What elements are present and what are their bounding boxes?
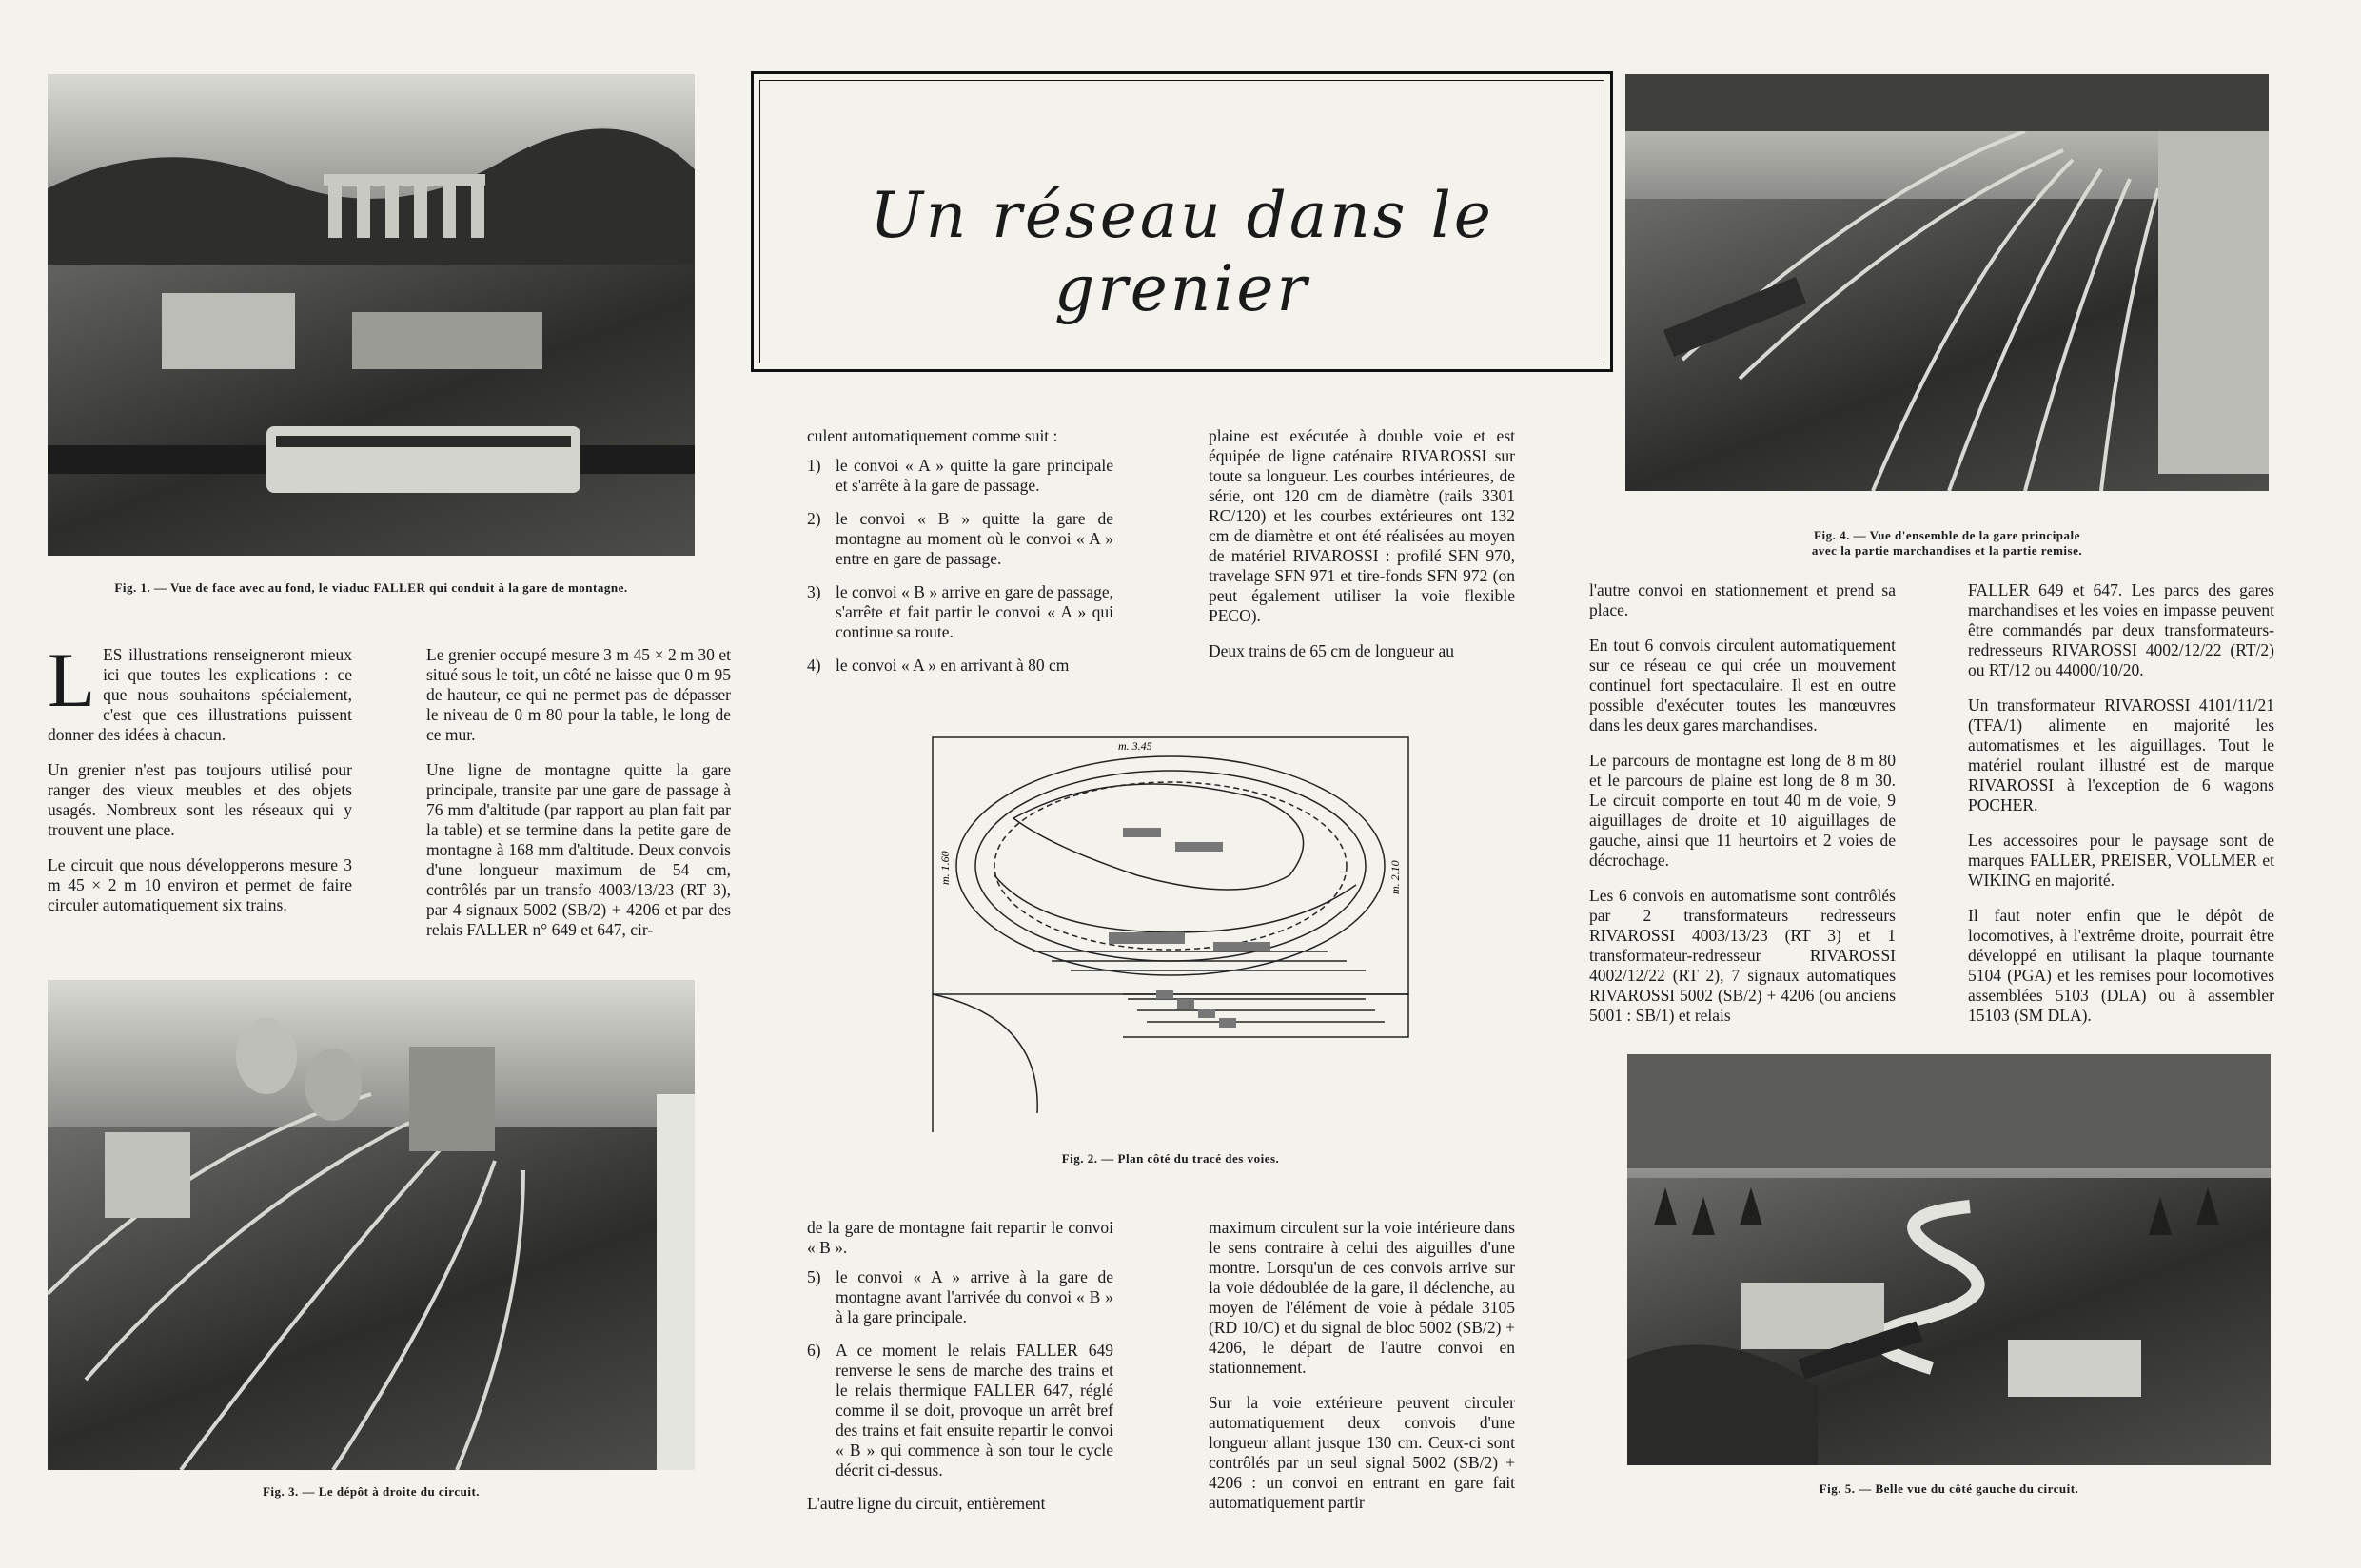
col1-paragraph-2: Un grenier n'est pas toujours utilisé pour ranger des vieux meubles et des objets usagés. Nombreux sont les réseaux qui y trouvent une place. <box>48 760 352 839</box>
column-2 <box>426 645 731 955</box>
col5-paragraph-3: Le parcours de montagne est long de 8 m 80 et le parcours de plaine est long de 8 m 30. Le circuit comporte en tout 40 m de voie, 9 aiguillages de droite et 10 aiguillages de gauche, ainsi que 11 heurtoirs et 2 voies de décrochage. <box>1589 751 1896 870</box>
fig4-caption: Fig. 4. — Vue d'ensemble de la gare principale avec la partie marchandises et la partie remise. <box>1811 528 2083 559</box>
cycle-list-2 <box>807 1267 1113 1480</box>
col6-paragraph-2: Un transformateur RIVAROSSI 4101/11/21 (TFA/1) alimente en majorité les automatismes et les aiguillages. Tout le matériel roulant illustré est de marque RIVAROSSI à l'exception de 6 wagons POCHER. <box>1968 696 2274 814</box>
fig1-caption: Fig. 1. — Vue de face avec au fond, le viaduc FALLER qui conduit à la gare de montagne. <box>114 580 628 595</box>
plan-right-dimension: m. 2.10 <box>1388 860 1402 894</box>
list-item: 4) le convoi « A » en arrivant à 80 cm <box>807 656 1070 675</box>
drop-cap: L <box>48 637 96 723</box>
list-item: 1) le convoi « A » quitte la gare principale et s'arrête à la gare de passage. <box>807 456 1113 495</box>
column-5 <box>1589 580 1896 1041</box>
fig5-caption: Fig. 5. — Belle vue du côté gauche du circuit. <box>1819 1481 2079 1496</box>
column-7 <box>807 1218 1113 1529</box>
fig5-photo <box>1627 1054 2271 1465</box>
column-4 <box>1209 426 1515 676</box>
list-item: 3) le convoi « B » arrive en gare de passage, s'arrête et fait partir le convoi « A » qui continue sa route. <box>807 582 1113 641</box>
col1-paragraph-3: Le circuit que nous développerons mesure 3 m 45 × 2 m 10 environ et permet de faire circuler automatiquement six trains. <box>48 855 352 914</box>
col7-paragraph-1: de la gare de montagne fait repartir le convoi « B ». <box>807 1218 1113 1257</box>
plan-left-dimension: m. 1.60 <box>938 851 952 885</box>
col8-paragraph-1: maximum circulent sur la voie intérieure dans le sens contraire à celui des aiguilles d'une montre. Lorsqu'un de ces convois arrive sur la voie dédoublée de la gare, il déclenche, au moyen de l'élément de voie à pédale 3105 (RD 10/C) et du signal de bloc 5002 (SB/2) + 4206, le départ de l'autre convoi en stationnement. <box>1209 1218 1515 1377</box>
col4-paragraph-1: plaine est exécutée à double voie et est équipée de ligne caténaire RIVAROSSI sur toute sa longueur. Les courbes intérieures, de série, ont 120 cm de diamètre (rails 3301 RC/120) et les courbes extérieures ont 132 cm de diamètre et ont été réalisées au moyen de matériel RIVAROSSI : profilé SFN 970, travelage SFN 971 et tire-fonds SFN 972 (on peut également utiliser la voie flexible PECO). <box>1209 426 1515 625</box>
column-8 <box>1209 1218 1515 1528</box>
col5-paragraph-4: Les 6 convois en automatisme sont contrôlés par 2 transformateurs redresseurs RIVAROSSI 4003/13/23 (RT 3) et 1 transformateur-redresseur RIVAROSSI 4002/12/22 (RT 2), 7 signaux automatiques RIVAROSSI 5002 (SB/2) + 4206 (ou anciens 5001 : SB/1) et relais <box>1589 886 1896 1025</box>
plan-top-dimension: m. 3.45 <box>1118 739 1152 753</box>
plan-outline <box>933 737 1408 994</box>
title-frame <box>751 71 1613 372</box>
col6-paragraph-4: Il faut noter enfin que le dépôt de locomotives, à l'extrême droite, pourrait être développé en utilisant la plaque tournante 5104 (PGA) et les remises pour locomotives assemblées 5103 (DLA) ou à assembler 15103 (SM DLA). <box>1968 906 2274 1025</box>
column-6 <box>1968 580 2274 1041</box>
col7-paragraph-2: L'autre ligne du circuit, entièrement <box>807 1494 1046 1513</box>
column-3 <box>807 426 1113 689</box>
col6-paragraph-1: FALLER 649 et 647. Les parcs des gares marchandises et les voies en impasse peuvent être commandés par deux transformateurs-redresseurs RIVAROSSI 4002/12/22 (RT/2) ou RT/12 ou 44000/10/20. <box>1968 580 2274 679</box>
track-plan-diagram <box>928 733 1413 1137</box>
col1-paragraph-1: ES illustrations renseigneront mieux ici que toutes les explications : ce que nous souhaitons spécialement, c'est que ces illustrations puissent donner des idées à chacun. <box>48 645 352 744</box>
col2-paragraph-1: Le grenier occupé mesure 3 m 45 × 2 m 30 et situé sous le toit, un côté ne laisse que 0 m 95 de hauteur, ce qui ne permet pas de dépasser le niveau de 0 m 80 pour la table, le long de ce mur. <box>426 645 731 744</box>
list-item: 6) A ce moment le relais FALLER 649 renverse le sens de marche des trains et le relais thermique FALLER 647, réglé comme il se doit, provoque un arrêt bref des trains et fait ensuite repartir le convoi « B » qui commence à son tour le cycle décrit ci-dessus. <box>807 1341 1113 1480</box>
col5-paragraph-1: l'autre convoi en stationnement et prend sa place. <box>1589 580 1896 619</box>
col5-paragraph-2: En tout 6 convois circulent automatiquement sur ce réseau ce qui crée un mouvement continuel fort spectaculaire. Il est en outre possible d'exécuter toutes les manœuvres dans les deux gares marchandises. <box>1589 636 1896 735</box>
col8-paragraph-2: Sur la voie extérieure peuvent circuler automatiquement deux convois d'une longueur allant jusque 130 cm. Ceux-ci sont contrôlés par un seul signal 5002 (SB/2) + 4206 : un convoi en entrant en gare fait automatiquement partir <box>1209 1393 1515 1512</box>
list-item: 2) le convoi « B » quitte la gare de montagne au moment où le convoi « A » entre en gare de passage. <box>807 509 1113 568</box>
cycle-list-1 <box>807 456 1113 676</box>
fig2-caption: Fig. 2. — Plan côté du tracé des voies. <box>1061 1151 1280 1166</box>
column-1 <box>48 637 352 931</box>
list-item: 5) le convoi « A » arrive à la gare de montagne avant l'arrivée du convoi « B » à la gare principale. <box>807 1267 1113 1326</box>
fig3-caption: Fig. 3. — Le dépôt à droite du circuit. <box>262 1484 481 1499</box>
col4-paragraph-2: Deux trains de 65 cm de longueur au <box>1209 641 1455 660</box>
col6-paragraph-3: Les accessoires pour le paysage sont de marques FALLER, PREISER, VOLLMER et WIKING en majorité. <box>1968 831 2274 890</box>
fig3-photo <box>48 980 695 1470</box>
col2-paragraph-2: Une ligne de montagne quitte la gare principale, transite par une gare de passage à 76 mm d'altitude (par rapport au plan fait par la table) et se termine dans la petite gare de montagne à 168 mm d'altitude. Deux convois d'une longueur maximum de 54 cm, contrôlés par un transfo 4003/13/23 (RT 3), par 4 signaux 5002 (SB/2) + 4206 et par des relais FALLER n° 649 et 647, cir- <box>426 760 731 939</box>
fig4-photo <box>1625 74 2269 491</box>
article-title: Un réseau dans le grenier <box>870 179 1494 325</box>
col3-intro: culent automatiquement comme suit : <box>807 426 1058 445</box>
fig1-photo <box>48 74 695 556</box>
